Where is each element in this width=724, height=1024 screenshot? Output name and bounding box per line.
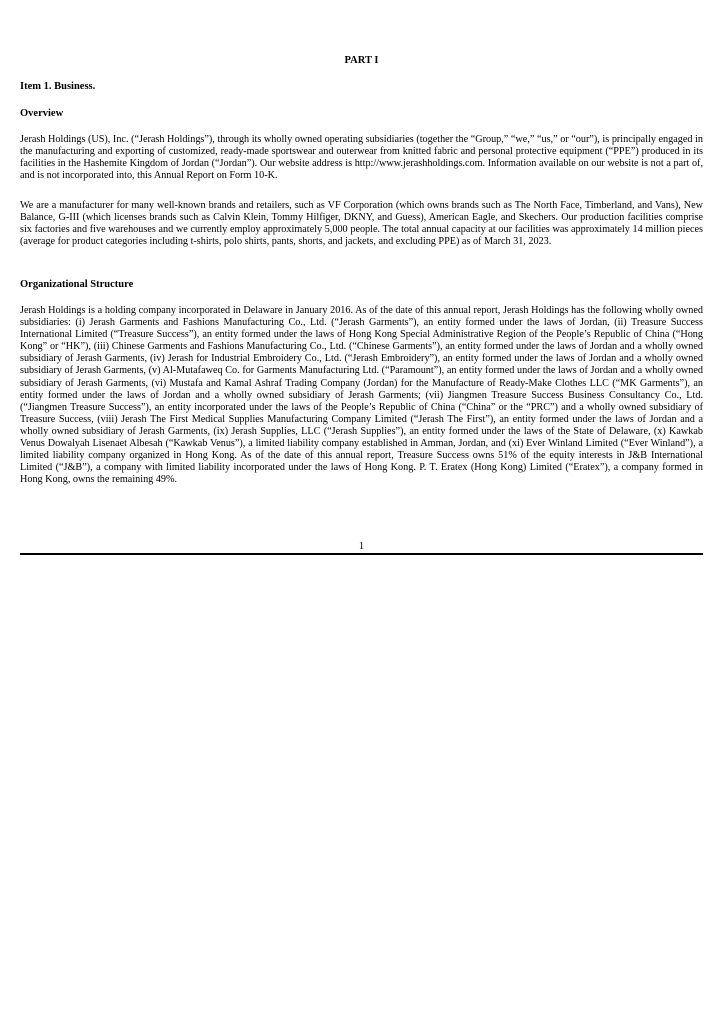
page-number: 1 (358, 541, 365, 552)
org-structure-paragraph: Jerash Holdings is a holding company incorporated in Delaware in January 2016. As of the date of this annual report, Jerash Holdings has the following wholly owned subsidiaries: (i) Jerash Garments and Fashions Manufacturing Co., Ltd. (“Jerash Garments”), an entity formed under the laws of Jordan, (ii) Treasure Success International Limited (“Treasure Success”), an entity formed under the laws of Hong Kong Special Administrative Region of the People’s Republic of China (“Hong Kong” or “HK”), (iii) Chinese Garments and Fashions Manufacturing Co., Ltd. (“Chinese Garments”), an entity formed under the laws of Jordan and a wholly owned subsidiary of Jerash Garments, (iv) Jerash for Industrial Embroidery Co., Ltd. (“Jerash Embroidery”), an entity formed under the laws of Jordan and a wholly owned subsidiary of Jerash Garments, (v) Al-Mutafaweq Co. for Garments Manufacturing Ltd. (“Paramount”), an entity formed under the laws of Jordan and a wholly owned subsidiary of Jerash Garments, (vi) Mustafa and Kamal Ashraf Trading Company (Jordan) for the Manufacture of Ready-Make Clothes LLC (“MK Garments”), an entity formed under the laws of Jordan and a wholly owned subsidiary of Jerash Garments; (vii) Jiangmen Treasure Success Business Consultancy Co., Ltd. (“Jiangmen Treasure Success”), an entity incorporated under the laws of the People’s Republic of China (“China” or the “PRC”) and a wholly owned subsidiary of Treasure Success, (viii) Jerash The First Medical Supplies Manufacturing Company Limited (“Jerash The First”), an entity formed under the laws of Jordan and a wholly owned subsidiary of Jerash Garments, (ix) Jerash Supplies, LLC (“Jerash Supplies”), an entity formed under the laws of the State of Delaware, (x) Kawkab Venus Dowalyah Lisenaet Albesah (“Kawkab Venus”), a limited liability company established in Amman, Jordan, and (xi) Ever Winland Limited (“Ever Winland”), a limited liability company organized in Hong Kong. As of the date of this annual report, Treasure Success owns 51% of the equity interests in J&B International Limited (“J&B”), a company with limited liability incorporated under the laws of Hong Kong. P. T. Eratex (Hong Kong) Limited (“Eratex”), a company formed in Hong Kong, owns the remaining 49%. (20, 305, 703, 486)
overview-heading: Overview (20, 108, 64, 119)
part-title: PART I (344, 55, 379, 66)
org-structure-heading: Organizational Structure (20, 279, 134, 290)
footer-rule (20, 553, 703, 555)
item-heading: Item 1. Business. (20, 81, 96, 92)
overview-paragraph-1: Jerash Holdings (US), Inc. (“Jerash Holdings”), through its wholly owned operating subsidiaries (together the “Group,” “we,” “us,” or “our”), is principally engaged in the manufacturing and exporting of customized, ready-made sportswear and outerwear from knitted fabric and personal protective equipment (“PPE”) produced in its facilities in the Hashemite Kingdom of Jordan (“Jordan”). Our website address is http://www.jerashholdings.com. Information available on our website is not a part of, and is not incorporated into, this Annual Report on Form 10-K. (20, 134, 703, 182)
overview-paragraph-2: We are a manufacturer for many well-known brands and retailers, such as VF Corporation (which owns brands such as The North Face, Timberland, and Vans), New Balance, G-III (which licenses brands such as Calvin Klein, Tommy Hilfiger, DKNY, and Guess), American Eagle, and Skechers. Our production facilities comprise six factories and five warehouses and we currently employ approximately 5,000 people. The total annual capacity at our facilities was approximately 14 million pieces (average for product categories including t-shirts, polo shirts, pants, shorts, and jackets, and excluding PPE) as of March 31, 2023. (20, 200, 703, 248)
